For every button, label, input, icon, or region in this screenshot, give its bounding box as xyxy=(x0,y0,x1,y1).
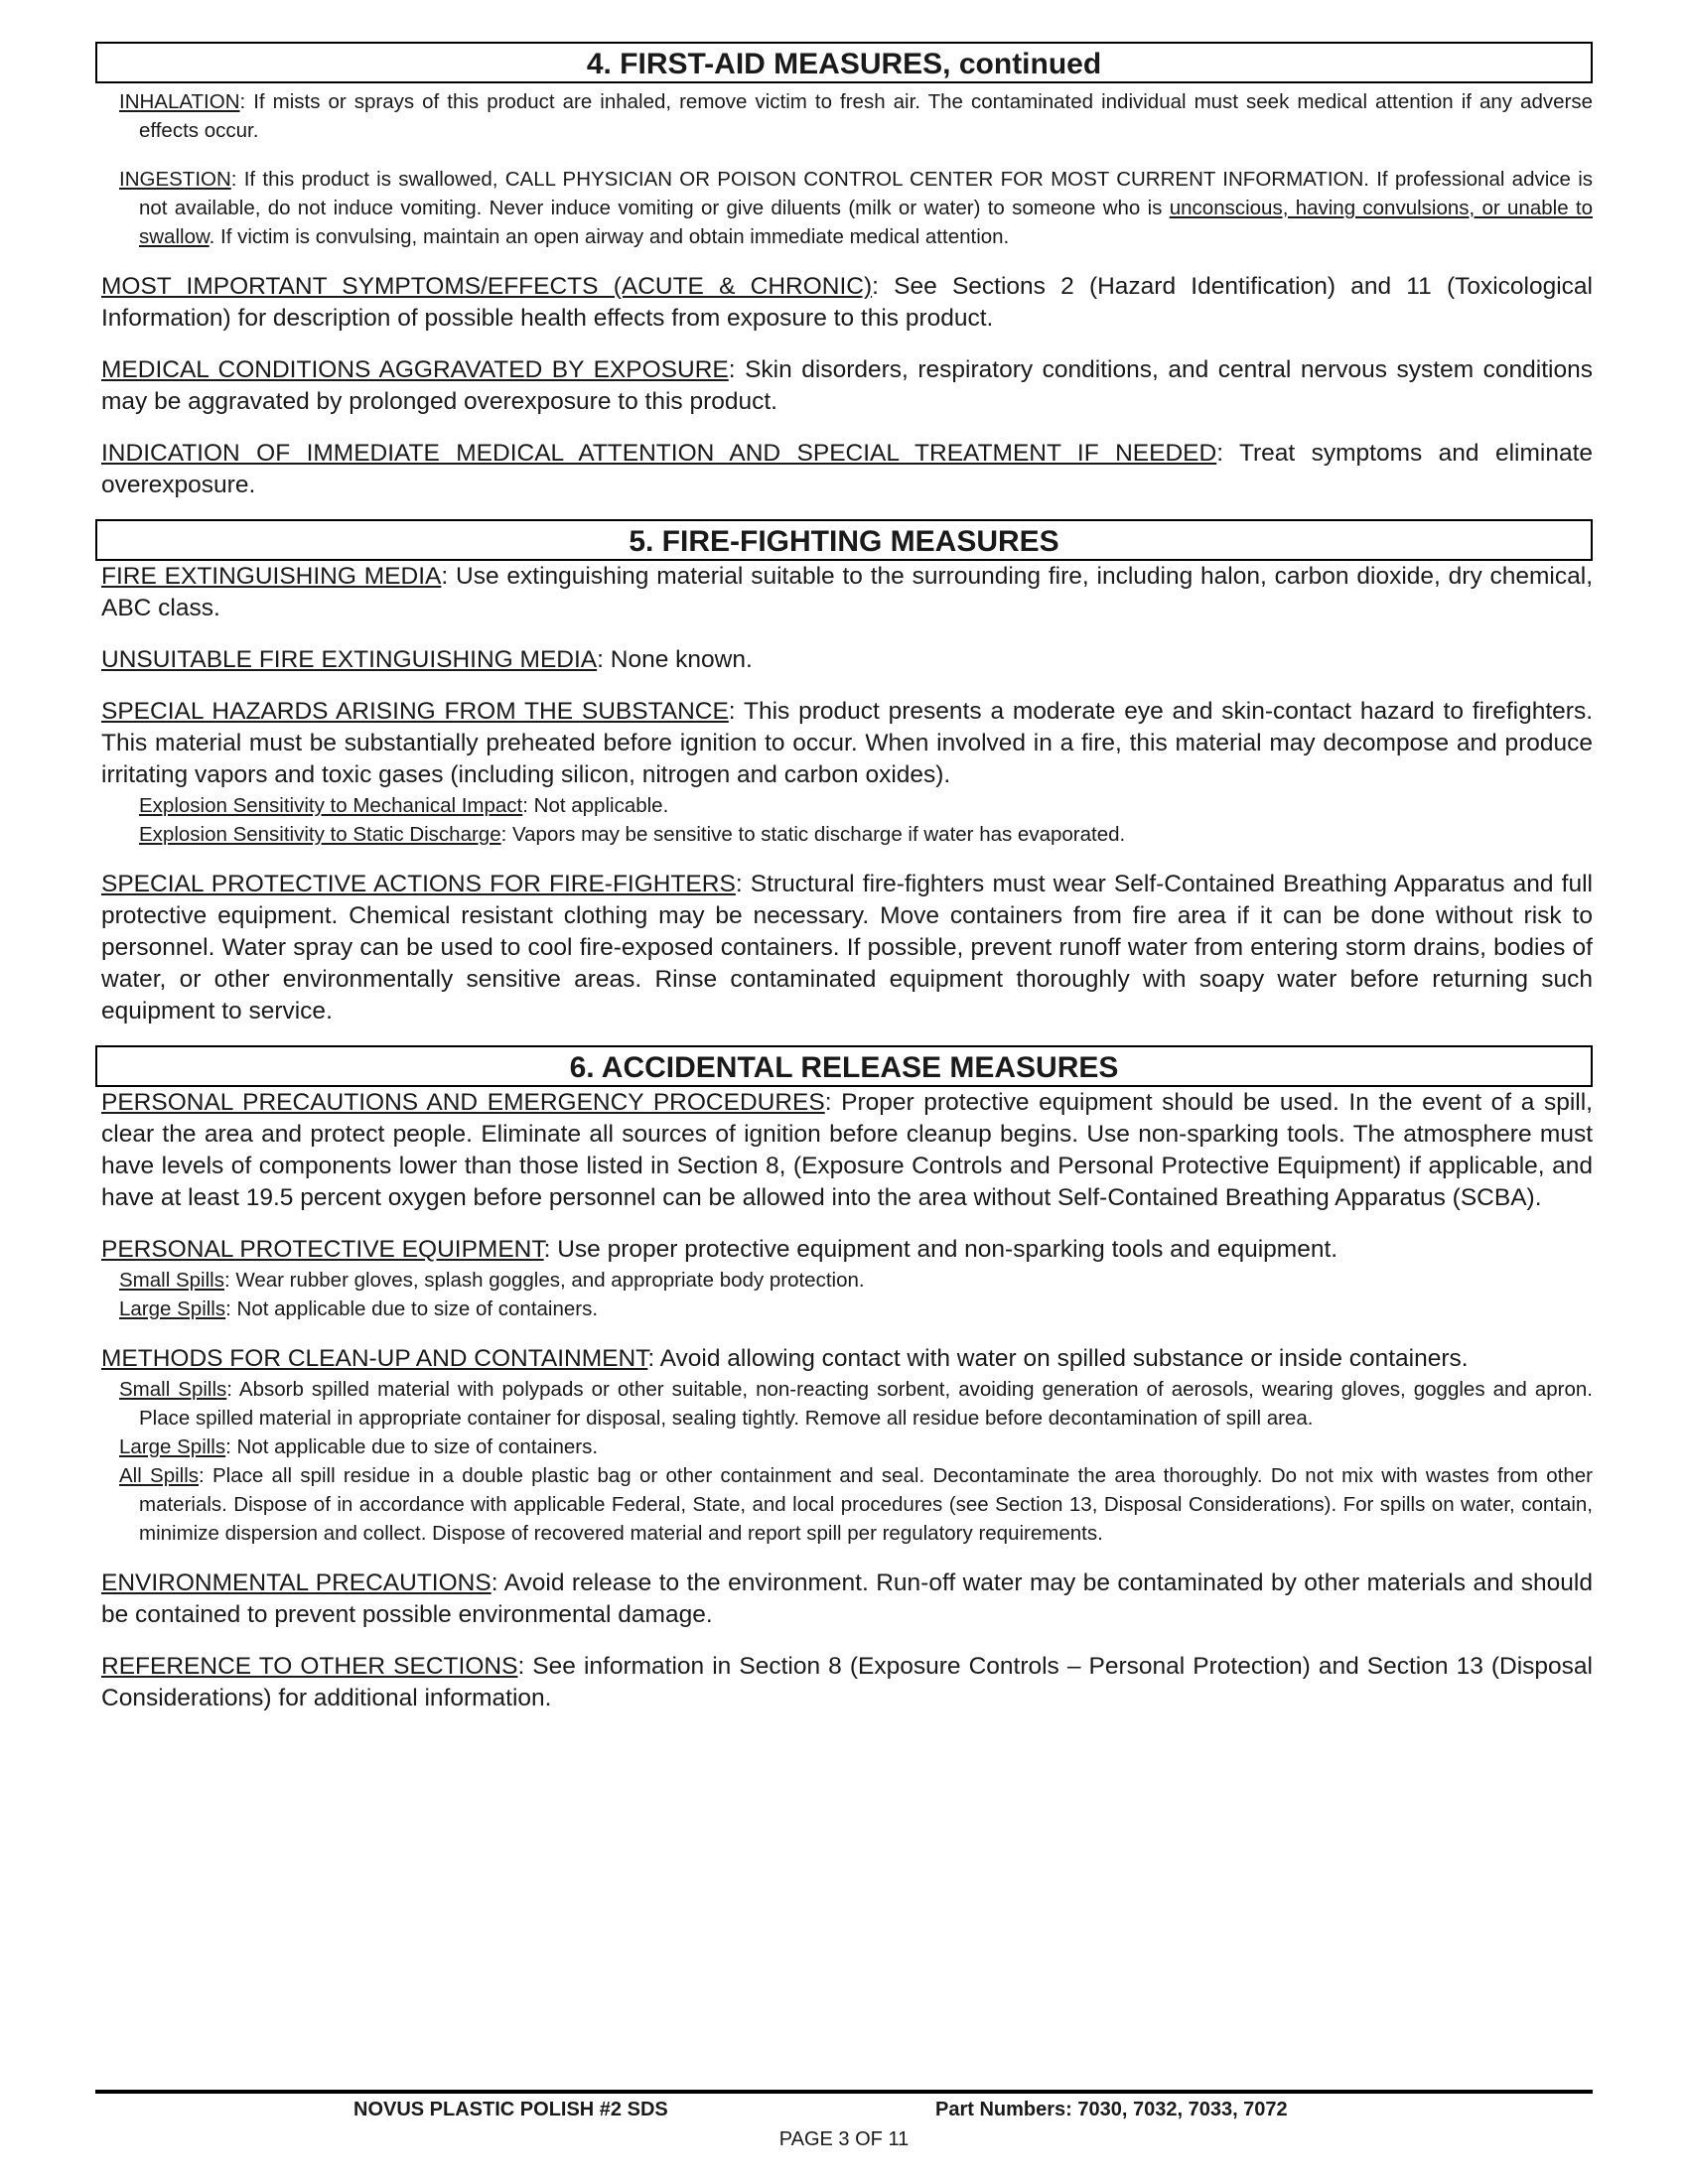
methods-large-text: : Not applicable due to size of containers. xyxy=(225,1435,599,1458)
ppe-large-text: : Not applicable due to size of containers. xyxy=(225,1297,599,1320)
ingestion-underlined: unconscious, having convulsions, or unable to swallow xyxy=(139,197,1593,248)
methods-large-spills xyxy=(95,1433,1593,1461)
precautions-label: PERSONAL PRECAUTIONS AND EMERGENCY PROCEDURES xyxy=(101,1089,825,1116)
indication-paragraph xyxy=(95,438,1593,501)
unsuitable-label: UNSUITABLE FIRE EXTINGUISHING MEDIA xyxy=(101,646,598,673)
personal-precautions-paragraph xyxy=(95,1087,1593,1214)
symptoms-label: MOST IMPORTANT SYMPTOMS/EFFECTS (ACUTE & CHRONIC) xyxy=(101,273,873,300)
extinguishing-media-paragraph xyxy=(95,561,1593,624)
section-5-header: 5. FIRE-FIGHTING MEASURES xyxy=(95,519,1593,561)
env-label: ENVIRONMENTAL PRECAUTIONS xyxy=(101,1570,492,1596)
mechanical-impact-line xyxy=(95,791,1593,820)
ingestion-paragraph xyxy=(95,165,1593,251)
special-hazards-paragraph xyxy=(95,696,1593,791)
ref-text: : See information in Section 8 (Exposure Controls – Personal Protection) and Section 13 (Disposal Considerations) for additional information. xyxy=(101,1653,1594,1711)
inhalation-text: : If mists or sprays of this product are inhaled, remove victim to fresh air. The contaminated individual must seek medical attention if any adverse effects occur. xyxy=(139,90,1593,142)
env-text: : Avoid release to the environment. Run-off water may be contaminated by other materials and should be contained to prevent possible environmental damage. xyxy=(101,1570,1593,1628)
protective-actions-paragraph xyxy=(95,869,1593,1027)
unsuitable-text: : None known. xyxy=(597,646,753,673)
unsuitable-media-paragraph xyxy=(95,644,1593,676)
methods-text: : Avoid allowing contact with water on spilled substance or inside containers. xyxy=(647,1345,1469,1372)
environmental-precautions-paragraph xyxy=(95,1568,1593,1631)
ppe-text: : Use proper protective equipment and non-sparking tools and equipment. xyxy=(543,1236,1338,1263)
symptoms-paragraph xyxy=(95,271,1593,335)
indication-text: : Treat symptoms and eliminate overexposure. xyxy=(101,440,1594,498)
ppe-large-spills xyxy=(95,1295,1593,1323)
ppe-small-spills xyxy=(95,1266,1593,1295)
ppe-label: PERSONAL PROTECTIVE EQUIPMENT xyxy=(101,1236,544,1263)
methods-small-text: : Absorb spilled material with polypads or other suitable, non-reacting sorbent, avoiding generation of aerosols, wearing gloves, goggles and apron. Place spilled material in appropriate container for disposal, sealing tightly. Remove all residue before decontamination of spill area. xyxy=(139,1378,1593,1430)
methods-label: METHODS FOR CLEAN-UP AND CONTAINMENT xyxy=(101,1345,648,1372)
static-discharge-line xyxy=(95,820,1593,849)
indication-label: INDICATION OF IMMEDIATE MEDICAL ATTENTION AND SPECIAL TREATMENT IF NEEDED xyxy=(101,440,1217,467)
footer-divider xyxy=(95,2090,1593,2094)
ppe-paragraph xyxy=(95,1234,1593,1266)
medical-label: MEDICAL CONDITIONS AGGRAVATED BY EXPOSURE xyxy=(101,356,729,383)
ingestion-label: INGESTION xyxy=(119,168,231,191)
methods-all-text: : Place all spill residue in a double plastic bag or other containment and seal. Decontaminate the area thoroughly. Do not mix with wastes from other materials. Dispose of in accordance with applicable Federal, State, and local procedures (see Section 13, Disposal Considerations). For spills on water, contain, minimize dispersion and collect. Dispose of recovered material and report spill per regulatory requirements. xyxy=(139,1464,1593,1545)
media-label: FIRE EXTINGUISHING MEDIA xyxy=(101,563,442,590)
ppe-small-text: : Wear rubber gloves, splash goggles, and appropriate body protection. xyxy=(223,1269,865,1292)
methods-small-spills xyxy=(95,1375,1593,1433)
symptoms-text: : See Sections 2 (Hazard Identification) and 11 (Toxicological Information) for description of possible health effects from exposure to this product. xyxy=(101,273,1594,332)
sds-page xyxy=(95,42,1593,1714)
mech-text: : Not applicable. xyxy=(522,794,669,817)
hazards-label: SPECIAL HAZARDS ARISING FROM THE SUBSTANCE xyxy=(101,698,729,725)
medical-conditions-paragraph xyxy=(95,354,1593,418)
inhalation-paragraph xyxy=(95,87,1593,145)
protective-label: SPECIAL PROTECTIVE ACTIONS FOR FIRE-FIGHTERS xyxy=(101,871,736,897)
media-text: : Use extinguishing material suitable to the surrounding fire, including halon, carbon dioxide, dry chemical, ABC class. xyxy=(101,563,1594,621)
hazards-text: : This product presents a moderate eye and skin-contact hazard to firefighters. This material must be substantially preheated before ignition to occur. When involved in a fire, this material may decompose and produce irritating vapors and toxic gases (including silicon, nitrogen and carbon oxides). xyxy=(101,698,1593,788)
methods-small-label: Small Spills xyxy=(119,1378,227,1401)
ingestion-text-1: : If this product is swallowed, CALL PHYSICIAN OR POISON CONTROL CENTER FOR MOST CURRENT INFORMATION. If professional advice is not available, do not induce vomiting. Never induce vomiting or give diluents (milk or water) to someone who is xyxy=(139,168,1593,219)
mech-label: Explosion Sensitivity to Mechanical Impact xyxy=(139,794,523,817)
static-text: : Vapors may be sensitive to static discharge if water has evaporated. xyxy=(500,823,1126,846)
static-label: Explosion Sensitivity to Static Discharge xyxy=(139,823,501,846)
cleanup-methods-paragraph xyxy=(95,1343,1593,1375)
precautions-text: : Proper protective equipment should be used. In the event of a spill, clear the area and protect people. Eliminate all sources of ignition before cleanup begins. Use non-sparking tools. The atmosphere must have levels of components lower than those listed in Section 8, (Exposure Controls and Personal Protective Equipment) if applicable, and have at least 19.5 percent oxygen before personnel can be allowed into the area without Self-Contained Breathing Apparatus (SCBA). xyxy=(101,1089,1593,1211)
section-6-header: 6. ACCIDENTAL RELEASE MEASURES xyxy=(95,1045,1593,1087)
footer-product-name: NOVUS PLASTIC POLISH #2 SDS xyxy=(353,2099,668,2120)
ref-label: REFERENCE TO OTHER SECTIONS xyxy=(101,1653,518,1680)
reference-paragraph xyxy=(95,1651,1593,1714)
methods-all-label: All Spills xyxy=(119,1464,200,1487)
protective-text: : Structural fire-fighters must wear Self-Contained Breathing Apparatus and full protective equipment. Chemical resistant clothing may be necessary. Move containers from fire area if it can be done without risk to personnel. Water spray can be used to cool fire-exposed containers. If possible, prevent runoff water from entering storm drains, bodies of water, or other environmentally sensitive areas. Rinse contaminated equipment thoroughly with soapy water before returning such equipment to service. xyxy=(101,871,1593,1024)
footer-part-numbers: Part Numbers: 7030, 7032, 7033, 7072 xyxy=(935,2099,1288,2120)
methods-all-spills xyxy=(95,1461,1593,1548)
footer-page-number: PAGE 3 OF 11 xyxy=(778,2128,910,2150)
ingestion-text-2: . If victim is convulsing, maintain an open airway and obtain immediate medical attention. xyxy=(209,225,1010,248)
section-4-header: 4. FIRST-AID MEASURES, continued xyxy=(95,42,1593,83)
ppe-small-label: Small Spills xyxy=(119,1269,224,1292)
ppe-large-label: Large Spills xyxy=(119,1297,226,1320)
methods-large-label: Large Spills xyxy=(119,1435,226,1458)
inhalation-label: INHALATION xyxy=(119,90,240,113)
medical-text: : Skin disorders, respiratory conditions, and central nervous system conditions may be aggravated by prolonged overexposure to this product. xyxy=(101,356,1593,415)
